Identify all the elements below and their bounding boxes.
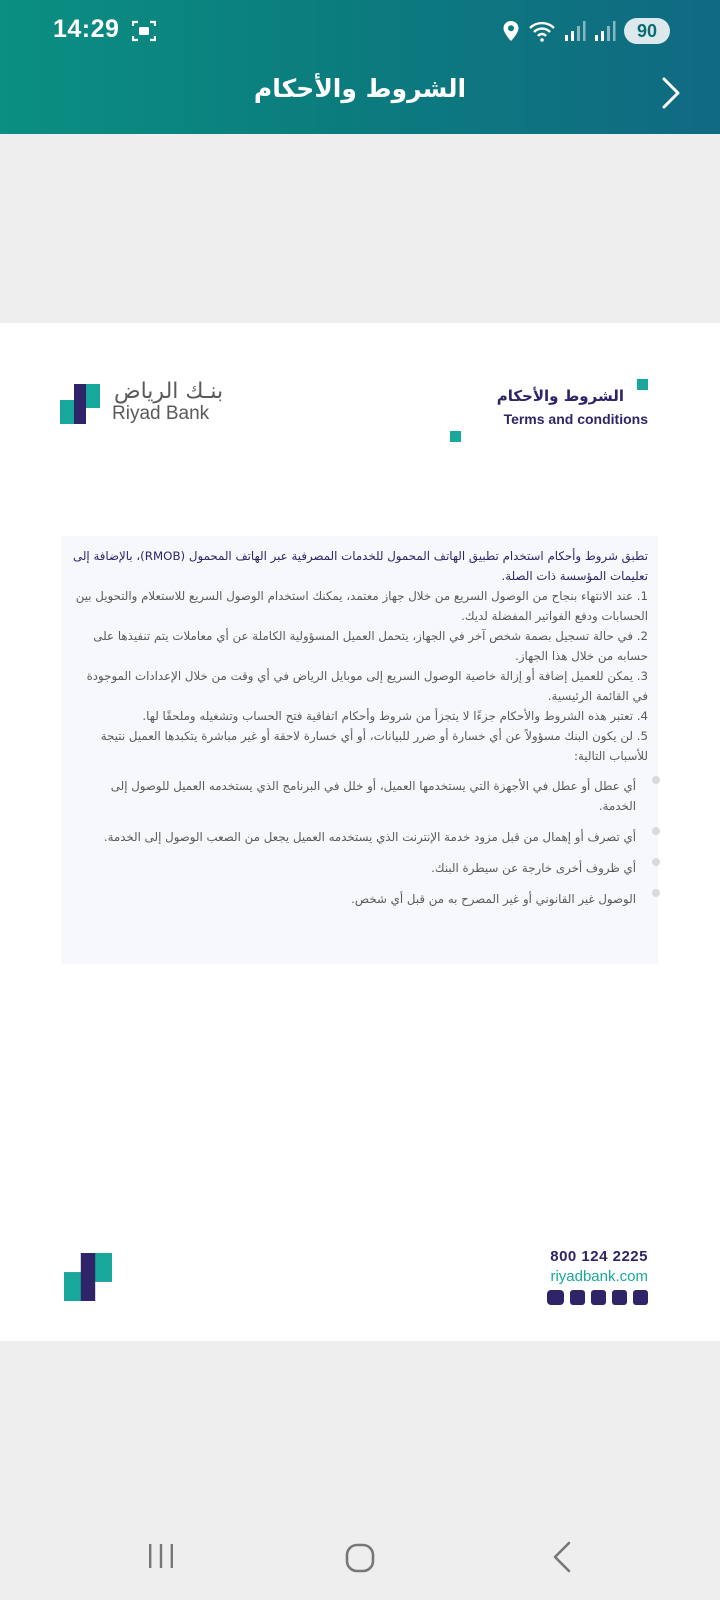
- status-icons: [502, 17, 670, 45]
- riyad-bank-logo: [60, 379, 240, 431]
- page-title: الشروط والأحكام: [253, 74, 467, 103]
- terms-document: [0, 323, 720, 1341]
- decor-square: [450, 431, 461, 442]
- twitter-icon: [591, 1290, 606, 1305]
- youtube-icon: [547, 1290, 564, 1305]
- location-icon: [502, 20, 520, 42]
- terms-item-2: 2. في حالة تسجيل بصمة شخص آخر في الجهاز، يتحمل العميل المسؤولية الكاملة عن أي معاملات يتم تنفيذها على حسابه من خلال هذا الجهاز.: [93, 629, 648, 663]
- terms-heading-en: Terms and conditions: [503, 411, 648, 427]
- linkedin-icon: [633, 1290, 648, 1305]
- bullet-dot-icon: [652, 827, 660, 835]
- bank-logo-icon: [60, 384, 100, 424]
- instagram-icon: [612, 1290, 627, 1305]
- bullet-dot-icon: [652, 858, 660, 866]
- website-link: riyadbank.com: [550, 1268, 648, 1285]
- terms-item-3: 3. يمكن للعميل إضافة أو إزالة خاصية الوصول السريع إلى موبايل الرياض في أي وقت من خلال الإعدادات الموجودة في القائمة الرئيسية.: [86, 669, 648, 703]
- logo-text-en: Riyad Bank: [112, 403, 210, 424]
- bullet-item: أي ظروف أخرى خارجة عن سيطرة البنك.: [73, 858, 648, 878]
- home-icon[interactable]: [344, 1542, 376, 1574]
- back-icon[interactable]: [551, 1540, 573, 1574]
- status-time: 14:29: [53, 15, 120, 43]
- terms-item-1: 1. عند الانتهاء بنجاح من الوصول السريع من خلال جهاز معتمد، يمكنك استخدام الوصول السريع للاستعلام والتحويل بين الحسابات ودفع الفواتير المفضلة لديك.: [75, 589, 648, 623]
- terms-heading: [448, 379, 648, 445]
- bullet-dot-icon: [652, 889, 660, 897]
- bullet-dot-icon: [652, 776, 660, 784]
- terms-heading-ar: الشروط والأحكام: [496, 387, 624, 405]
- terms-content: [61, 536, 658, 964]
- system-navigation-bar: [0, 1500, 720, 1600]
- signal-icon-2: [594, 20, 616, 42]
- bullet-item: أي عطل أو عطل في الأجهزة التي يستخدمها العميل، أو خلل في البرنامج الذي يستخدمه العميل للوصول إلى الخدمة.: [73, 776, 648, 816]
- bullet-item: الوصول غير القانوني أو غير المصرح به من قبل أي شخص.: [73, 889, 648, 909]
- terms-bullet-list: [73, 776, 648, 909]
- intro-paragraph: تطبق شروط وأحكام استخدام تطبيق الهاتف المحمول للخدمات المصرفية عبر الهاتف المحمول (RMOB)، بالإضافة إلى تعليمات المؤسسة ذات الصلة.: [72, 549, 648, 583]
- decor-square: [637, 379, 648, 390]
- logo-text-ar: بنـك الرياض: [114, 379, 224, 404]
- facebook-icon: [570, 1290, 585, 1305]
- footer-logo-icon: [64, 1253, 112, 1301]
- back-chevron-icon[interactable]: [660, 76, 682, 110]
- wifi-icon: [528, 19, 556, 43]
- screenshot-icon: [132, 20, 156, 42]
- signal-icon-1: [564, 20, 586, 42]
- contact-info: [547, 1248, 648, 1305]
- app-header: [0, 0, 720, 134]
- battery-indicator: 90: [624, 18, 670, 44]
- terms-item-4: 4. تعتبر هذه الشروط والأحكام جزءًا لا يتجزأ من شروط وأحكام اتفاقية فتح الحساب وتشغيله وملحقًا لها.: [142, 709, 648, 723]
- terms-item-5: 5. لن يكون البنك مسؤولاً عن أي خسارة أو ضرر للبيانات، أو أي خسارة لاحقة أو غير مباشرة يتكبدها العميل نتيجة للأسباب التالية:: [100, 729, 648, 763]
- recent-apps-icon[interactable]: [147, 1543, 175, 1569]
- phone-number: 800 124 2225: [550, 1248, 648, 1265]
- social-icons: [547, 1290, 648, 1305]
- bullet-item: أي تصرف أو إهمال من قبل مزود خدمة الإنترنت الذي يستخدمه العميل يجعل من الصعب الوصول إلى الخدمة.: [73, 827, 648, 847]
